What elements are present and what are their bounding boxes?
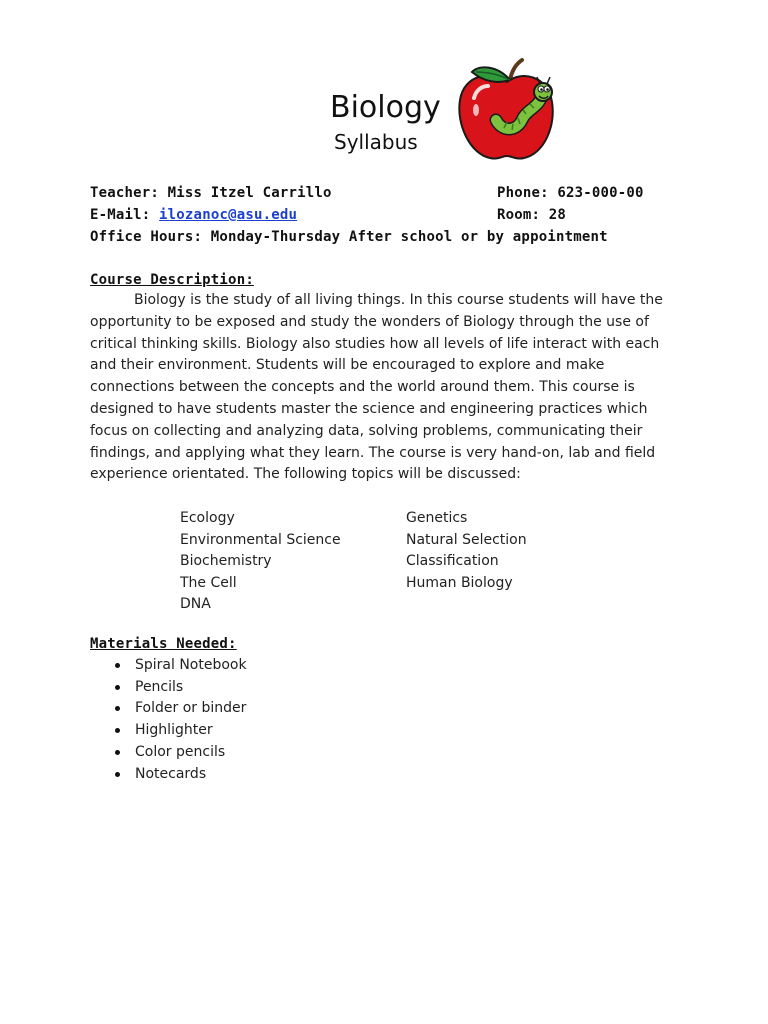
bullet-icon — [115, 685, 120, 690]
email-label: E-Mail: — [90, 207, 151, 223]
room-number: Room: 28 — [497, 207, 567, 223]
materials-heading: Materials Needed: — [90, 636, 237, 652]
material-item-label: Spiral Notebook — [135, 657, 247, 673]
bullet-icon — [115, 663, 120, 668]
topic-item: Ecology — [180, 510, 235, 526]
teacher-phone: Phone: 623-000-00 — [497, 185, 644, 201]
email-row — [90, 205, 297, 225]
topic-item: DNA — [180, 596, 211, 613]
material-item — [90, 720, 247, 742]
page-subtitle: Syllabus — [334, 130, 418, 154]
material-item-label: Notecards — [135, 765, 207, 782]
course-description-heading: Course Description: — [90, 272, 254, 288]
material-item-label: Folder or binder — [135, 700, 247, 717]
topic-item: Human Biology — [406, 574, 513, 591]
topic-item: Genetics — [406, 510, 468, 526]
apple-with-worm-icon — [452, 58, 562, 162]
course-description-text: Biology is the study of all living things. In this course students will have the opportunity to be exposed and study the wonders of Biology through the use of critical thinking skills. Biology also studies how all levels of life interact with each and their environment. Students will be encouraged to explore and make connections between the concepts and the world around them. This course is designed to have students master the science and engineering practices which focus on collecting and analyzing data, solving problems, communicating their findings, and applying what they learn. The course is very hand-on, lab and field experience orientated. The following topics will be discussed: — [90, 292, 663, 483]
materials-list — [90, 655, 247, 785]
topic-item: Environmental Science — [180, 531, 341, 548]
material-item-label: Color pencils — [135, 743, 226, 760]
page-title: Biology — [330, 90, 441, 125]
topics-list-left — [180, 508, 341, 616]
topic-item: Classification — [406, 553, 499, 570]
material-item — [90, 764, 247, 786]
topics-list-right — [406, 508, 527, 594]
office-hours: Office Hours: Monday-Thursday After school or by appointment — [90, 229, 608, 245]
material-item — [90, 655, 247, 677]
bullet-icon — [115, 772, 120, 777]
bullet-icon — [115, 750, 120, 755]
material-item — [90, 698, 247, 720]
topic-item: Natural Selection — [406, 531, 527, 548]
material-item-label: Pencils — [135, 678, 184, 695]
bullet-icon — [115, 706, 120, 711]
material-item — [90, 742, 247, 764]
topic-item: The Cell — [180, 574, 237, 591]
topic-item: Biochemistry — [180, 553, 272, 570]
email-link[interactable]: ilozanoc@asu.edu — [159, 207, 298, 223]
material-item-label: Highlighter — [135, 722, 213, 739]
bullet-icon — [115, 728, 120, 733]
material-item — [90, 677, 247, 699]
teacher-name: Teacher: Miss Itzel Carrillo — [90, 185, 332, 201]
